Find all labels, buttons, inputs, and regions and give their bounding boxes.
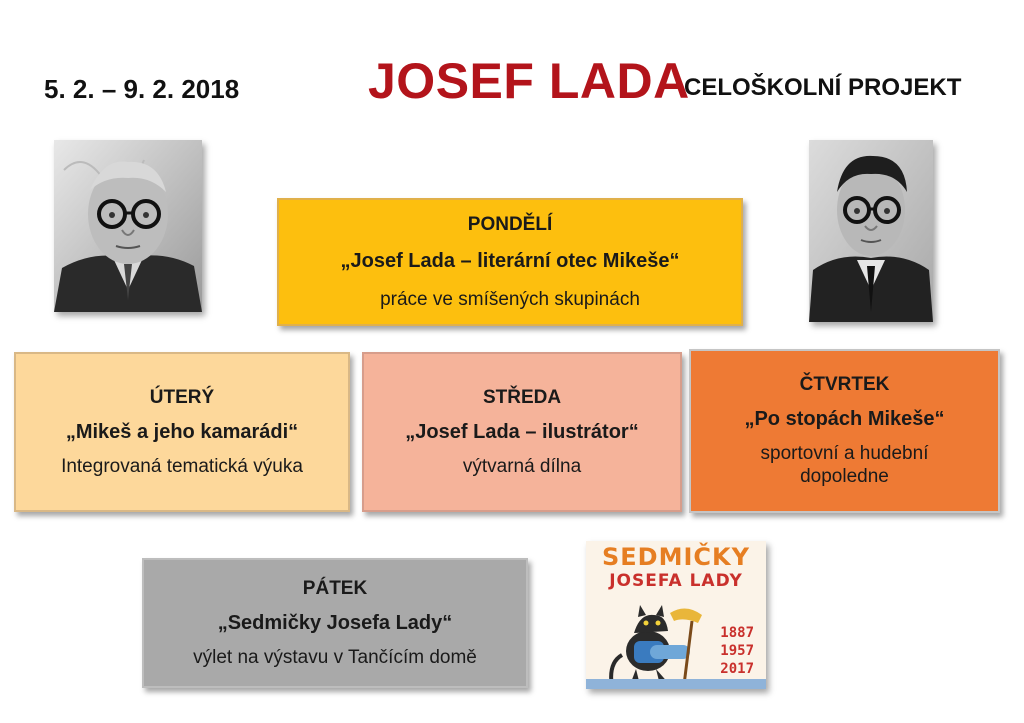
cat-illustration-icon xyxy=(604,593,714,687)
poster-title-line2: JOSEFA LADY xyxy=(609,571,743,591)
friday-day: PÁTEK xyxy=(302,577,368,599)
poster-bottom-stripe xyxy=(586,679,766,689)
poster-year-3: 2017 xyxy=(720,661,754,677)
project-subtitle: CELOŠKOLNÍ PROJEKT xyxy=(684,74,962,101)
monday-desc: práce ve smíšených skupinách xyxy=(380,288,640,310)
monday-box xyxy=(277,198,743,326)
tuesday-day: ÚTERÝ xyxy=(149,386,215,408)
friday-topic: „Sedmičky Josefa Lady“ xyxy=(217,611,453,634)
poster-year-1: 1887 xyxy=(720,625,754,641)
thursday-box xyxy=(689,349,1000,513)
thursday-topic: „Po stopách Mikeše“ xyxy=(744,407,945,430)
wednesday-day: STŘEDA xyxy=(482,386,562,408)
tuesday-box xyxy=(14,352,350,512)
portrait-photo-left xyxy=(54,140,202,312)
exhibition-poster xyxy=(586,541,766,689)
page-title: JOSEF LADA xyxy=(368,53,690,109)
wednesday-box xyxy=(362,352,682,512)
friday-desc: výlet na výstavu v Tančícím domě xyxy=(193,646,477,668)
thursday-desc: sportovní a hudební dopoledne xyxy=(760,442,929,488)
monday-day: PONDĚLÍ xyxy=(467,213,553,235)
poster-title-line1: SEDMIČKY xyxy=(601,543,750,571)
portrait-photo-right xyxy=(809,140,933,322)
tuesday-topic: „Mikeš a jeho kamarádi“ xyxy=(65,420,299,443)
thursday-day: ČTVRTEK xyxy=(799,373,890,395)
wednesday-topic: „Josef Lada – ilustrátor“ xyxy=(405,420,639,443)
tuesday-desc: Integrovaná tematická výuka xyxy=(61,455,303,477)
friday-box xyxy=(142,558,528,688)
poster-year-2: 1957 xyxy=(720,643,754,659)
monday-topic: „Josef Lada – literární otec Mikeše“ xyxy=(340,250,680,273)
project-dates: 5. 2. – 9. 2. 2018 xyxy=(44,74,240,104)
wednesday-desc: výtvarná dílna xyxy=(462,455,582,477)
